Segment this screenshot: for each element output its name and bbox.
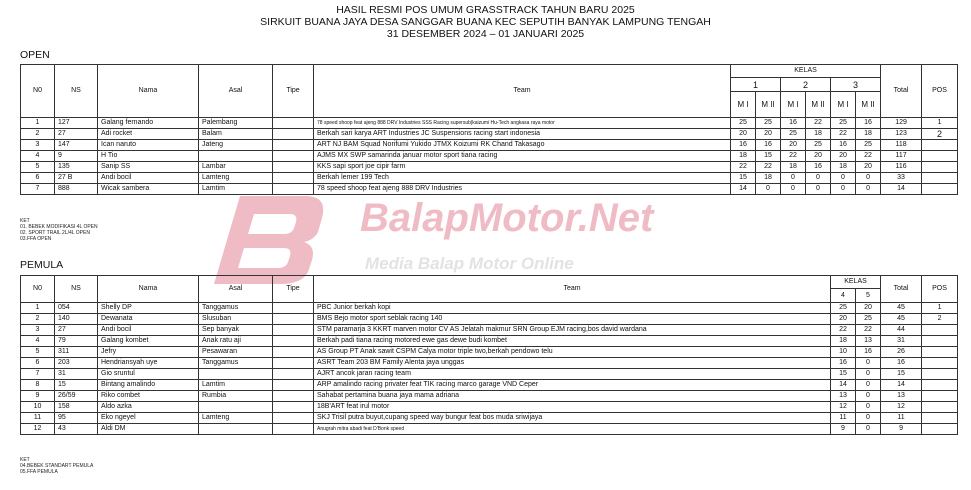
- cell-total: 116: [881, 162, 922, 173]
- cell-team: ARP amalindo racing privater feat TIK racing marco garage VND Ceper: [314, 380, 831, 391]
- table-row: [21, 402, 958, 413]
- table-row: [21, 347, 958, 358]
- cell-score: 22: [756, 162, 781, 173]
- cell-total: 11: [881, 413, 922, 424]
- cell-total: 26: [881, 347, 922, 358]
- watermark-brand: BalapMotor.Net: [360, 196, 654, 240]
- cell-no: 3: [21, 140, 55, 151]
- open-section-label: OPEN: [20, 49, 50, 61]
- cell-nama: Jefry: [98, 347, 199, 358]
- cell-total: 44: [881, 325, 922, 336]
- table-row: [21, 380, 958, 391]
- cell-score: 22: [856, 151, 881, 162]
- moto-2: M II: [806, 92, 831, 118]
- watermark-tagline: Media Balap Motor Online: [365, 254, 574, 273]
- cell-score: 0: [856, 402, 881, 413]
- col-asal: Asal: [199, 65, 273, 118]
- cell-pos: 2: [922, 129, 958, 140]
- cell-ns: 15: [55, 380, 98, 391]
- note-line: 05.FFA PEMULA: [20, 469, 58, 475]
- cell-score: 18: [806, 129, 831, 140]
- moto-1: M I: [731, 92, 756, 118]
- cell-score: 14: [731, 184, 756, 195]
- col-tipe: Tipe: [273, 276, 314, 303]
- col-total: Total: [881, 65, 922, 118]
- table-row: [21, 184, 958, 195]
- cell-nama: Dewanata: [98, 314, 199, 325]
- cell-team: PBC Junior berkah kopi: [314, 303, 831, 314]
- cell-total: 129: [881, 118, 922, 129]
- cell-pos: 1: [922, 118, 958, 129]
- cell-tipe: [273, 336, 314, 347]
- cell-score: 0: [831, 184, 856, 195]
- document-header: [0, 4, 971, 40]
- pemula-section-label: PEMULA: [20, 259, 64, 271]
- cell-no: 10: [21, 402, 55, 413]
- cell-score: 0: [831, 173, 856, 184]
- cell-tipe: [273, 173, 314, 184]
- cell-asal: Rumbia: [199, 391, 273, 402]
- cell-pos: [922, 358, 958, 369]
- col-no: N0: [21, 276, 55, 303]
- cell-total: 33: [881, 173, 922, 184]
- cell-score: 0: [856, 184, 881, 195]
- cell-total: 45: [881, 303, 922, 314]
- note-line: KET: [20, 457, 30, 463]
- cell-score: 25: [831, 118, 856, 129]
- cell-team: AJMS MX SWP samarinda januar motor sport tiana racing: [314, 151, 731, 162]
- cell-tipe: [273, 413, 314, 424]
- cell-asal: [199, 424, 273, 435]
- cell-score: 22: [856, 325, 881, 336]
- cell-asal: [199, 369, 273, 380]
- cell-total: 117: [881, 151, 922, 162]
- cell-total: 45: [881, 314, 922, 325]
- cell-tipe: [273, 314, 314, 325]
- col-nama: Nama: [98, 65, 199, 118]
- cell-asal: Balam: [199, 129, 273, 140]
- cell-ns: 203: [55, 358, 98, 369]
- kelas-2: 2: [781, 78, 831, 92]
- col-asal: Asal: [199, 276, 273, 303]
- cell-tipe: [273, 358, 314, 369]
- kelas-1: 1: [731, 78, 781, 92]
- cell-team: ASRT Team 203 BM Family Alenta jaya unggas: [314, 358, 831, 369]
- cell-team: Berkah lemer 199 Tech: [314, 173, 731, 184]
- cell-score: 16: [831, 140, 856, 151]
- cell-tipe: [273, 129, 314, 140]
- cell-team: Berkah padi tiana racing motored ewe gas dewe budi kombet: [314, 336, 831, 347]
- cell-nama: Aldo azka: [98, 402, 199, 413]
- header-venue: SIRKUIT BUANA JAYA DESA SANGGAR BUANA KEC SEPUTIH BANYAK LAMPUNG TENGAH: [260, 16, 711, 28]
- cell-score: 18: [781, 162, 806, 173]
- cell-pos: [922, 151, 958, 162]
- cell-asal: Pesawaran: [199, 347, 273, 358]
- cell-tipe: [273, 303, 314, 314]
- cell-score: 13: [831, 391, 856, 402]
- cell-total: 12: [881, 402, 922, 413]
- cell-asal: Sep banyak: [199, 325, 273, 336]
- cell-tipe: [273, 325, 314, 336]
- moto-1: M I: [781, 92, 806, 118]
- cell-team: AJRT ancok jaran racing team: [314, 369, 831, 380]
- cell-score: 16: [806, 162, 831, 173]
- cell-score: 20: [831, 314, 856, 325]
- cell-score: 20: [731, 129, 756, 140]
- col-kelas: KELAS: [831, 276, 881, 289]
- cell-total: 123: [881, 129, 922, 140]
- cell-ns: 135: [55, 162, 98, 173]
- col-pos: POS: [922, 65, 958, 118]
- cell-team: BMS Bejo motor sport seblak racing 140: [314, 314, 831, 325]
- cell-score: 18: [731, 151, 756, 162]
- col-total: Total: [881, 276, 922, 303]
- cell-score: 0: [756, 184, 781, 195]
- cell-team: SKJ Trisil putra buyut,cupang speed way bungur feat bos muda sriwijaya: [314, 413, 831, 424]
- cell-nama: Sanip SS: [98, 162, 199, 173]
- cell-score: 9: [831, 424, 856, 435]
- cell-ns: 43: [55, 424, 98, 435]
- header-title: HASIL RESMI POS UMUM GRASSTRACK TAHUN BARU 2025: [336, 4, 635, 16]
- cell-score: 0: [856, 369, 881, 380]
- cell-nama: Galang kombet: [98, 336, 199, 347]
- cell-ns: 27: [55, 129, 98, 140]
- cell-nama: Hendriansyah uye: [98, 358, 199, 369]
- cell-score: 25: [856, 140, 881, 151]
- cell-team: Berkah sari karya ART Industries JC Suspensions racing start indonesia: [314, 129, 731, 140]
- cell-tipe: [273, 391, 314, 402]
- cell-nama: Bintang amalindo: [98, 380, 199, 391]
- table-row: [21, 314, 958, 325]
- cell-asal: Jateng: [199, 140, 273, 151]
- table-row: [21, 129, 958, 140]
- cell-tipe: [273, 140, 314, 151]
- table-row: [21, 413, 958, 424]
- cell-score: 0: [856, 358, 881, 369]
- cell-no: 8: [21, 380, 55, 391]
- cell-asal: Slusuban: [199, 314, 273, 325]
- col-no: N0: [21, 65, 55, 118]
- cell-nama: Gio sruntul: [98, 369, 199, 380]
- cell-score: 16: [831, 358, 856, 369]
- cell-total: 13: [881, 391, 922, 402]
- cell-score: 0: [856, 380, 881, 391]
- cell-score: 11: [831, 413, 856, 424]
- cell-score: 22: [831, 129, 856, 140]
- cell-score: 15: [756, 151, 781, 162]
- cell-asal: Anak ratu aji: [199, 336, 273, 347]
- cell-ns: 140: [55, 314, 98, 325]
- cell-asal: Tanggamus: [199, 303, 273, 314]
- cell-score: 22: [731, 162, 756, 173]
- cell-score: 20: [831, 151, 856, 162]
- col-pos: POS: [922, 276, 958, 303]
- table-row: [21, 303, 958, 314]
- cell-ns: 888: [55, 184, 98, 195]
- note-line: 02. SPORT TRAIL 2L/4L OPEN: [20, 230, 90, 236]
- cell-asal: Tanggamus: [199, 358, 273, 369]
- cell-pos: [922, 184, 958, 195]
- cell-score: 0: [856, 173, 881, 184]
- cell-no: 12: [21, 424, 55, 435]
- moto-2: M II: [756, 92, 781, 118]
- cell-nama: Eko ngeyel: [98, 413, 199, 424]
- cell-score: 10: [831, 347, 856, 358]
- cell-no: 7: [21, 369, 55, 380]
- cell-score: 14: [831, 380, 856, 391]
- cell-total: 9: [881, 424, 922, 435]
- balapmotor-logo-icon: [210, 188, 330, 288]
- cell-score: 16: [856, 118, 881, 129]
- cell-score: 22: [781, 151, 806, 162]
- note-line: 03.FFA OPEN: [20, 236, 52, 242]
- cell-score: 16: [781, 118, 806, 129]
- cell-no: 1: [21, 118, 55, 129]
- cell-no: 1: [21, 303, 55, 314]
- cell-score: 22: [806, 118, 831, 129]
- cell-nama: Andi bocil: [98, 325, 199, 336]
- cell-score: 18: [831, 336, 856, 347]
- cell-pos: [922, 391, 958, 402]
- cell-score: 18: [856, 129, 881, 140]
- cell-total: 118: [881, 140, 922, 151]
- cell-team: Anugrah mitra abadi feat D'Bonk speed: [314, 424, 831, 435]
- table-row: [21, 140, 958, 151]
- cell-nama: Adi rocket: [98, 129, 199, 140]
- cell-tipe: [273, 380, 314, 391]
- cell-pos: [922, 424, 958, 435]
- cell-score: 20: [806, 151, 831, 162]
- note-line: 01. BEBEK MODIFIKASI 4L OPEN: [20, 224, 98, 230]
- moto-2: M II: [856, 92, 881, 118]
- table-row: [21, 325, 958, 336]
- cell-score: 0: [856, 413, 881, 424]
- cell-score: 0: [781, 173, 806, 184]
- kelas-4: 4: [831, 289, 856, 303]
- table-row: [21, 118, 958, 129]
- cell-score: 18: [756, 173, 781, 184]
- moto-1: M I: [831, 92, 856, 118]
- table-row: [21, 391, 958, 402]
- cell-tipe: [273, 424, 314, 435]
- table-row: [21, 369, 958, 380]
- cell-score: 15: [731, 173, 756, 184]
- cell-ns: 9: [55, 151, 98, 162]
- cell-score: 16: [756, 140, 781, 151]
- cell-ns: 311: [55, 347, 98, 358]
- col-team: Team: [314, 276, 831, 303]
- cell-score: 0: [806, 173, 831, 184]
- cell-no: 4: [21, 336, 55, 347]
- cell-no: 11: [21, 413, 55, 424]
- cell-ns: 95: [55, 413, 98, 424]
- cell-pos: [922, 325, 958, 336]
- cell-nama: Galang fernando: [98, 118, 199, 129]
- cell-asal: Lambar: [199, 162, 273, 173]
- cell-ns: 158: [55, 402, 98, 413]
- cell-ns: 27 B: [55, 173, 98, 184]
- pemula-notes: [20, 457, 93, 475]
- cell-team: 78 speed shoop feat ajeng 888 DRV Industries SSS Racing supersub|kaizumi Hu-Tech angkasa raya motor: [314, 118, 731, 129]
- cell-nama: Andi bocil: [98, 173, 199, 184]
- cell-asal: [199, 151, 273, 162]
- cell-no: 4: [21, 151, 55, 162]
- cell-asal: Lamtim: [199, 380, 273, 391]
- cell-score: 0: [856, 424, 881, 435]
- col-kelas: KELAS: [731, 65, 881, 78]
- cell-ns: 79: [55, 336, 98, 347]
- cell-ns: 127: [55, 118, 98, 129]
- cell-score: 25: [806, 140, 831, 151]
- kelas-5: 5: [856, 289, 881, 303]
- col-team: Team: [314, 65, 731, 118]
- cell-score: 0: [856, 391, 881, 402]
- cell-score: 16: [731, 140, 756, 151]
- cell-score: 25: [831, 303, 856, 314]
- table-row: [21, 358, 958, 369]
- cell-asal: Lamteng: [199, 413, 273, 424]
- cell-team: Sahabat pertamina buana jaya mama adriana: [314, 391, 831, 402]
- cell-no: 2: [21, 314, 55, 325]
- cell-ns: 31: [55, 369, 98, 380]
- col-nama: Nama: [98, 276, 199, 303]
- table-row: [21, 424, 958, 435]
- note-line: 04.BEBEK STANDART PEMULA: [20, 463, 94, 469]
- cell-nama: H Tio: [98, 151, 199, 162]
- cell-nama: Shelly DP: [98, 303, 199, 314]
- cell-no: 5: [21, 162, 55, 173]
- cell-team: STM paramarja 3 KKRT marven motor CV AS Jelatah makmur SRN Group EJM racing,bos david wardana: [314, 325, 831, 336]
- cell-total: 31: [881, 336, 922, 347]
- col-tipe: Tipe: [273, 65, 314, 118]
- cell-score: 20: [756, 129, 781, 140]
- kelas-3: 3: [831, 78, 881, 92]
- cell-tipe: [273, 184, 314, 195]
- col-ns: NS: [55, 65, 98, 118]
- cell-total: 14: [881, 380, 922, 391]
- cell-ns: 147: [55, 140, 98, 151]
- cell-pos: [922, 402, 958, 413]
- cell-score: 25: [731, 118, 756, 129]
- cell-team: AS Group PT Anak sawit CSPM Calya motor triple two,berkah pendowo telu: [314, 347, 831, 358]
- table-row: [21, 336, 958, 347]
- table-row: [21, 151, 958, 162]
- cell-pos: [922, 162, 958, 173]
- cell-tipe: [273, 347, 314, 358]
- cell-team: 78 speed shoop feat ajeng 888 DRV Industries: [314, 184, 731, 195]
- cell-tipe: [273, 402, 314, 413]
- cell-no: 7: [21, 184, 55, 195]
- cell-score: 25: [856, 314, 881, 325]
- cell-total: 15: [881, 369, 922, 380]
- cell-tipe: [273, 118, 314, 129]
- cell-ns: 27: [55, 325, 98, 336]
- cell-score: 22: [831, 325, 856, 336]
- cell-score: 25: [781, 129, 806, 140]
- table-row: [21, 162, 958, 173]
- cell-no: 6: [21, 173, 55, 184]
- cell-no: 9: [21, 391, 55, 402]
- cell-nama: Aldi DM: [98, 424, 199, 435]
- cell-pos: 1: [922, 303, 958, 314]
- cell-nama: Ican naruto: [98, 140, 199, 151]
- cell-score: 15: [831, 369, 856, 380]
- cell-score: 0: [781, 184, 806, 195]
- cell-pos: [922, 380, 958, 391]
- cell-asal: Lamtim: [199, 184, 273, 195]
- note-line: KET: [20, 218, 30, 224]
- cell-score: 25: [756, 118, 781, 129]
- cell-pos: [922, 413, 958, 424]
- header-date: 31 DESEMBER 2024 – 01 JANUARI 2025: [386, 28, 585, 40]
- cell-asal: Lamteng: [199, 173, 273, 184]
- cell-asal: [199, 402, 273, 413]
- cell-asal: Palembang: [199, 118, 273, 129]
- cell-no: 6: [21, 358, 55, 369]
- cell-team: ART NJ BAM Squad Norifumi Yukido JTMX Koizumi RK Chand Takasago: [314, 140, 731, 151]
- col-ns: NS: [55, 276, 98, 303]
- cell-pos: 2: [922, 314, 958, 325]
- cell-score: 20: [781, 140, 806, 151]
- cell-score: 13: [856, 336, 881, 347]
- cell-no: 3: [21, 325, 55, 336]
- cell-pos: [922, 140, 958, 151]
- cell-ns: 26/59: [55, 391, 98, 402]
- cell-total: 16: [881, 358, 922, 369]
- cell-team: KKS sapi sport joe cipir farm: [314, 162, 731, 173]
- cell-score: 20: [856, 162, 881, 173]
- cell-tipe: [273, 151, 314, 162]
- cell-score: 12: [831, 402, 856, 413]
- cell-nama: Riko combet: [98, 391, 199, 402]
- cell-nama: Wicak sambera: [98, 184, 199, 195]
- cell-score: 18: [831, 162, 856, 173]
- open-results-table: [20, 64, 958, 195]
- cell-pos: [922, 173, 958, 184]
- cell-tipe: [273, 369, 314, 380]
- cell-pos: [922, 347, 958, 358]
- cell-pos: [922, 369, 958, 380]
- cell-total: 14: [881, 184, 922, 195]
- cell-score: 20: [856, 303, 881, 314]
- cell-score: 0: [806, 184, 831, 195]
- cell-team: 18B'ART feat irul motor: [314, 402, 831, 413]
- open-notes: [20, 218, 98, 242]
- pemula-results-table: [20, 275, 958, 435]
- cell-score: 16: [856, 347, 881, 358]
- cell-pos: [922, 336, 958, 347]
- table-row: [21, 173, 958, 184]
- cell-no: 2: [21, 129, 55, 140]
- cell-tipe: [273, 162, 314, 173]
- cell-ns: 054: [55, 303, 98, 314]
- cell-no: 5: [21, 347, 55, 358]
